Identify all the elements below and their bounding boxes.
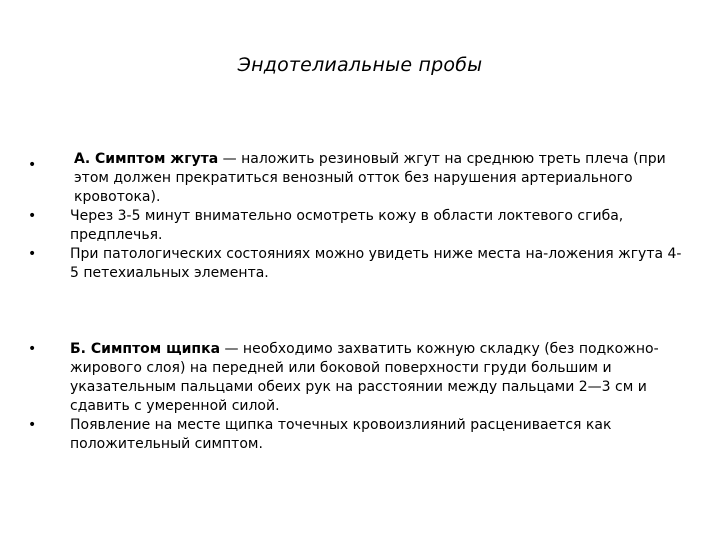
symptom-title: Б. Симптом щипка (70, 341, 221, 357)
list-item (28, 245, 688, 283)
item-text: При патологических состояниях можно увидеть ниже места на-ложения жгута 4-5 петехиальных элемента. (70, 246, 682, 281)
bullet-icon: • (28, 208, 37, 224)
list-item (28, 340, 688, 416)
item-text: — необходимо захватить кожную складку (без подкожно-жирового слоя) на передней или боковой поверхности груди большим и указательным пальцами обеих рук на расстоянии между пальцами 2—3 см и сдавить с умеренной силой. (70, 341, 659, 414)
bullet-icon: • (28, 157, 37, 173)
symptom-title: А. Симптом жгута (74, 151, 219, 167)
bullet-icon: • (28, 417, 37, 433)
bullet-icon: • (28, 246, 37, 262)
bullet-icon: • (28, 341, 37, 357)
list-item (28, 207, 688, 245)
list-item (28, 416, 688, 454)
list-item (28, 150, 688, 207)
item-text: Появление на месте щипка точечных кровоизлияний расценивается как положительный симптом. (70, 417, 612, 452)
slide-title: Эндотелиальные пробы (237, 54, 483, 76)
item-text: Через 3-5 минут внимательно осмотреть кожу в области локтевого сгиба, предплечья. (70, 208, 624, 243)
bullet-list-pinch (28, 340, 688, 454)
bullet-list-tourniquet (28, 150, 688, 283)
item-text: — наложить резиновый жгут на среднюю треть плеча (при этом должен прекратиться венозный отток без нарушения артериального кровотока). (74, 151, 666, 205)
